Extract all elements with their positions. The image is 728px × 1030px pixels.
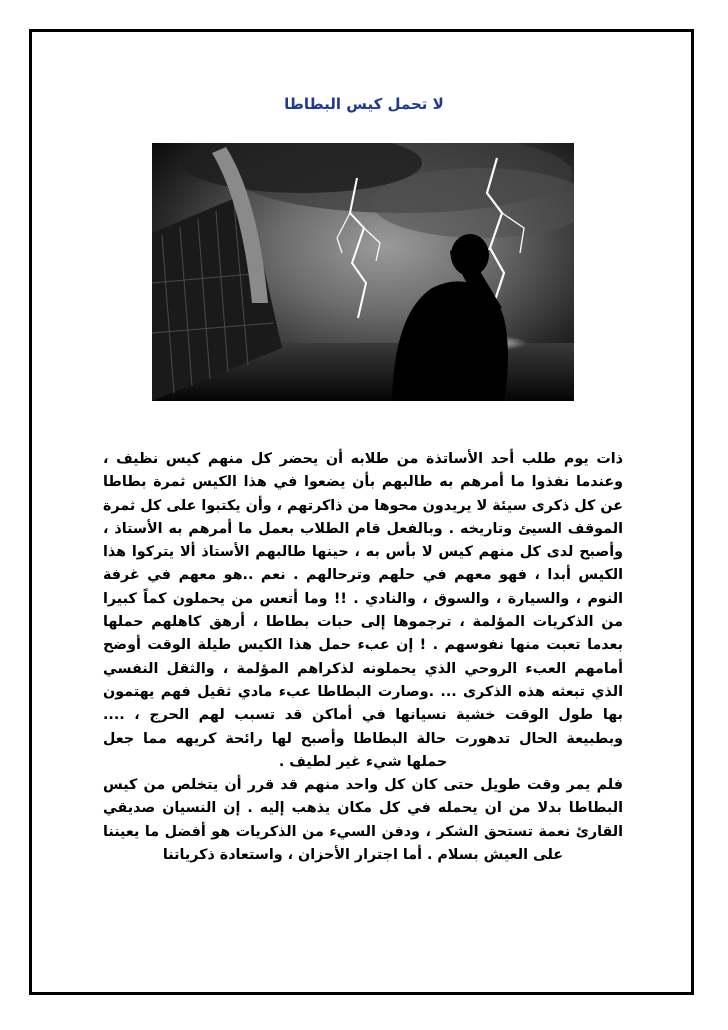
page-title: لا تحمل كيس البطاطا xyxy=(284,95,444,113)
sad-man-lightning-illustration xyxy=(152,143,574,401)
article-body xyxy=(103,448,623,867)
article-photo xyxy=(152,143,574,401)
paragraph-2: فلم يمر وقت طويل حتى كان كل واحد منهم قد قرر أن يتخلص من كيس البطاطا بدلا من ان يحمله في كل مكان يذهب إليه . إن النسيان صديقي القارئ نعمة تستحق الشكر ، ودفن السيء من الذكريات هو أفضل ما يعيننا على العيش بسلام . أما اجترار الأحزان ، واستعادة ذكرياتنا xyxy=(103,777,623,864)
paragraph-1: ذات يوم طلب أحد الأساتذة من طلابه أن يحضر كل منهم كيس نظيف ، وعندما نفذوا ما أمرهم به طالبهم بأن يضعوا في هذا الكيس ثمرة بطاطا عن كل ذكرى سيئة لا يريدون محوها من ذاكرتهم ، وأن يكتبوا على كل ثمرة الموقف السيئ وتاريخه . وبالفعل قام الطلاب بعمل ما أمرهم به الأستاذ ، وأصبح لدى كل منهم كيس لا بأس به ، حينها طالبهم الأستاذ ألا يتركوا هذا الكيس أبدا ، فهو معهم في حلهم وترحالهم . نعم ..هو معهم في غرفة النوم ، والسيارة ، والسوق ، والنادي . !! وما أتعس من يحملون كماً كبيرا من الذكريات المؤلمة ، ترجموها إلى حبات بطاطا ، أرهق كاهلهم حملها بعدما تعبت منها نفوسهم . ! إن عبء حمل هذا الكيس طيلة الوقت أوضح أمامهم العبء الروحي الذي يحملونه لذكراهم المؤلمة ، والثقل النفسي الذي تبعثه هذه الذكرى ... .وصارت البطاطا عبء مادي ثقيل فهم يهتمون بها طول الوقت خشية نسيانها في أماكن قد تسبب لهم الحرج ، .... وبطبيعة الحال تدهورت حالة البطاطا وأصبح لها رائحة كريهه مما جعل حملها شيء غير لطيف . xyxy=(103,451,623,770)
